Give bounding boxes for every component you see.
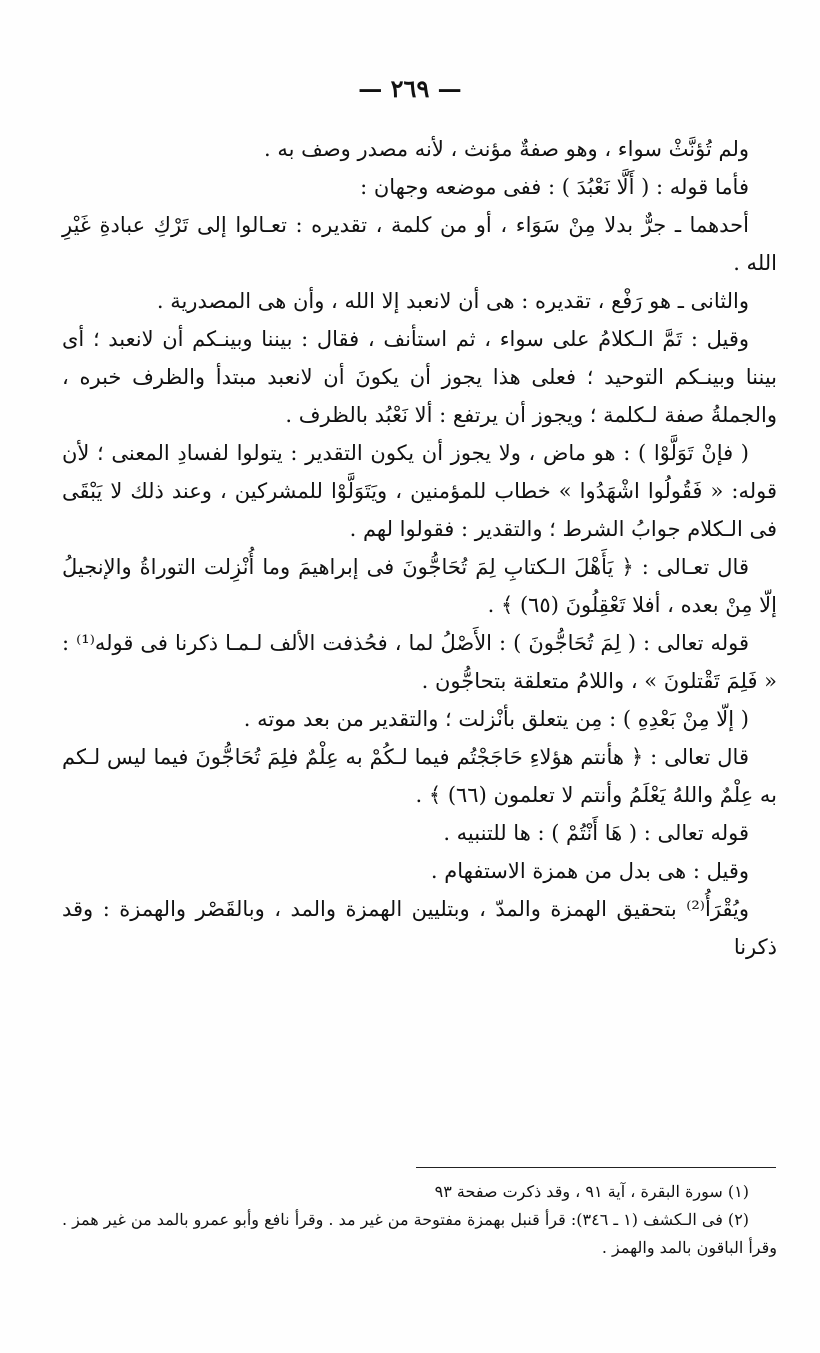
footnote-divider (416, 1167, 776, 1168)
footnotes (62, 1178, 777, 1262)
text-paragraph: ويُقْرَأُ⁽²⁾ بتحقيق الهمزة والمدّ ، وبتليين الهمزة والمد ، وبالقَصْر والهمزة : وقد ذكرنا (62, 897, 777, 959)
text-paragraph: قوله تعالى : ( هَا أَنْتُمْ ) : ها للتنبيه . (443, 821, 749, 845)
text-paragraph: أحدهما ـ جرٌّ بدلا مِنْ سَوَاء ، أو من كلمة ، تقديره : تعـالوا إلى تَرْكِ عبادةِ غَيْرِ الله . (62, 213, 777, 275)
footnote: (٢) فى الـكشف (١ ـ ٣٤٦): قرأ قنبل بهمزة مفتوحة من غير مد . وقرأ نافع وأبو عمرو بالمد من غير همز . وقرأ الباقون بالمد والهمز . (62, 1210, 777, 1257)
text-paragraph: فأما قوله : ( أَلَّا نَعْبُدَ ) : ففى موضعه وجهان : (360, 175, 749, 199)
verse-paragraph: قال تعـالى : ﴿ يَأَهْلَ الـكتابِ لِمَ تُحَاجُّونَ فى إبراهيمَ وما أُنْزِلت التوراةُ والإنجيلُ إلّا مِنْ بعده ، أفلا تَعْقِلُونَ (٦٥) ﴾ . (62, 555, 777, 617)
text-paragraph: والثانى ـ هو رَفْع ، تقديره : هى أن لانعبد إلا الله ، وأن هى المصدرية . (156, 289, 749, 313)
main-text (62, 130, 777, 966)
page-number: — ٢٦٩ — (358, 74, 462, 103)
verse-paragraph: قال تعالى : ﴿ هأنتم هؤلاءِ حَاجَجْتُم فيما لـكُمْ به عِلْمٌ فلِمَ تُحَاجُّونَ فيما ليس لـكم به عِلْمٌ واللهُ يَعْلَمُ وأنتم لا تعلمون (٦٦) ﴾ . (62, 745, 777, 807)
text-paragraph: وقيل : تَمَّ الـكلامُ على سواء ، ثم استأنف ، فقال : بيننا وبينـكم أن لانعبد ؛ أى بيننا وبينـكم التوحيد ؛ فعلى هذا يجوز أن يكونَ أن لانعبد مبتدأ والظرف خبره ، والجملةُ صفة لـكلمة ؛ ويجوز أن يرتفع : ألا نَعْبُد بالظرف . (62, 327, 777, 427)
footnote: (١) سورة البقرة ، آية ٩١ ، وقد ذكرت صفحة ٩٣ (434, 1182, 749, 1201)
text-paragraph: وقيل : هى بدل من همزة الاستفهام . (430, 859, 749, 883)
text-paragraph: ( فإنْ تَوَلَّوْا ) : هو ماض ، ولا يجوز أن يكون التقدير : يتولوا لفسادِ المعنى ؛ لأن قوله: « فَقُولُوا اشْهَدُوا » خطاب للمؤمنين ، ويَتَوَلَّوْا للمشركين ، وعند ذلك لا يَبْقَى فى الـكلام جوابُ الشرط ؛ والتقدير : فقولوا لهم . (62, 441, 777, 541)
text-paragraph: ولم تُؤنَّثْ سواء ، وهو صفةٌ مؤنث ، لأنه مصدر وصف به . (263, 137, 749, 161)
text-paragraph: ( إلّا مِنْ بَعْدِهِ ) : مِن يتعلق بأنْزلت ؛ والتقدير من بعد موته . (243, 707, 749, 731)
text-paragraph: قوله تعالى : ( لِمَ تُحَاجُّونَ ) : الأَصْلُ لما ، فحُذفت الألف لـمـا ذكرنا فى قوله⁽¹⁾ : « فَلِمَ تَقْتلونَ » ، واللامُ متعلقة بتحاجُّون . (62, 631, 777, 693)
